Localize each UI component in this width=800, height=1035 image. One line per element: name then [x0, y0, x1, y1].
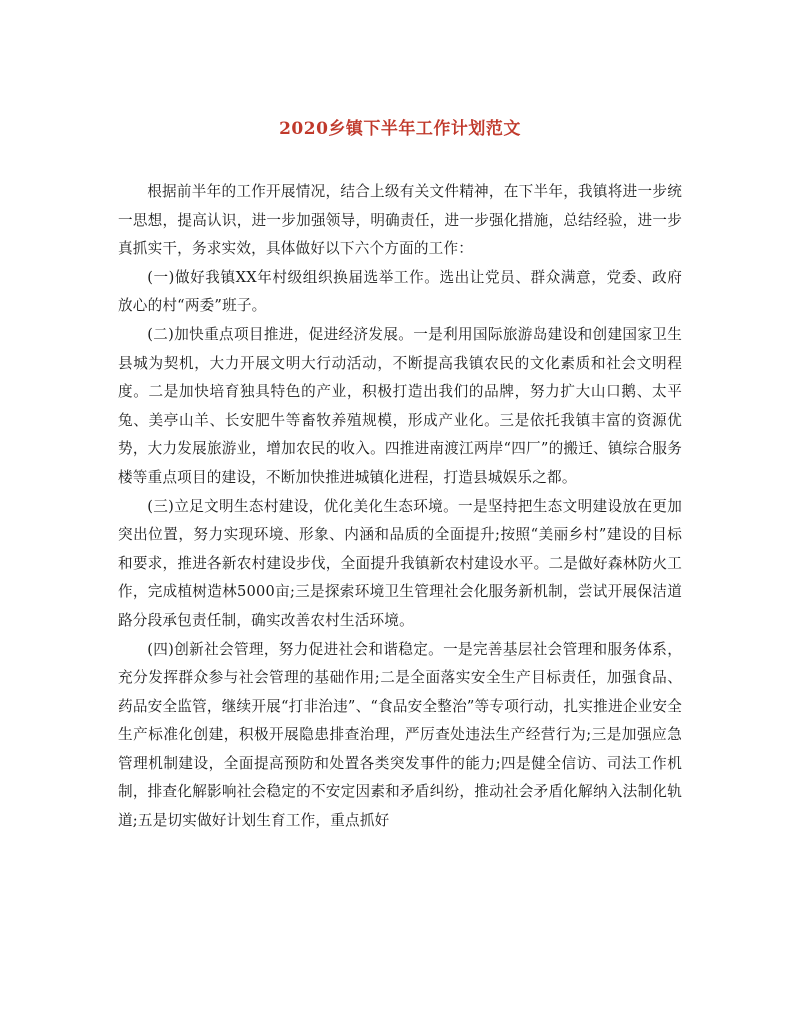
paragraph-intro: 根据前半年的工作开展情况，结合上级有关文件精神，在下半年，我镇将进一步统一思想，提高认识，进一步加强领导，明确责任，进一步强化措施，总结经验，进一步真抓实干，务求实效，具体做好以下六个方面的工作： [118, 183, 682, 258]
paragraph-section-4: (四)创新社会管理，努力促进社会和谐稳定。一是完善基层社会管理和服务体系，充分发挥群众参与社会管理的基础作用;二是全面落实安全生产目标责任，加强食品、药品安全监管，继续开展“打非治违”、“食品安全整治”等专项行动，扎实推进企业安全生产标准化创建，积极开展隐患排查治理，严厉查处违法生产经营行为;三是加强应急管理机制建设，全面提高预防和处置各类突发事件的能力;四是健全信访、司法工作机制，排查化解影响社会稳定的不安定因素和矛盾纠纷，推动社会矛盾化解纳入法制化轨道;五是切实做好计划生育工作，重点抓好 [118, 640, 682, 830]
paragraph-section-3: (三)立足文明生态村建设，优化美化生态环境。一是坚持把生态文明建设放在更加突出位置，努力实现环境、形象、内涵和品质的全面提升;按照“美丽乡村”建设的目标和要求，推进各新农村建设步伐，全面提升我镇新农村建设水平。二是做好森林防火工作，完成植树造林5000亩;三是探索环境卫生管理社会化服务新机制，尝试开展保洁道路分段承包责任制，确实改善农村生活环境。 [118, 497, 682, 629]
document-body [118, 178, 682, 836]
paragraph-section-2: (二)加快重点项目推进，促进经济发展。一是利用国际旅游岛建设和创建国家卫生县城为契机，大力开展文明大行动活动，不断提高我镇农民的文化素质和社会文明程度。二是加快培育独具特色的产业，积极打造出我们的品牌，努力扩大山口鹅、太平兔、美亭山羊、长安肥牛等畜牧养殖规模，形成产业化。三是依托我镇丰富的资源优势，大力发展旅游业，增加农民的收入。四推进南渡江两岸“四厂”的搬迁、镇综合服务楼等重点项目的建设，不断加快推进城镇化进程，打造县城娱乐之都。 [118, 325, 682, 486]
document-title: 2020乡镇下半年工作计划范文 [279, 119, 521, 139]
paragraph-section-1: (一)做好我镇XX年村级组织换届选举工作。选出让党员、群众满意，党委、政府放心的村“两委”班子。 [118, 268, 682, 315]
